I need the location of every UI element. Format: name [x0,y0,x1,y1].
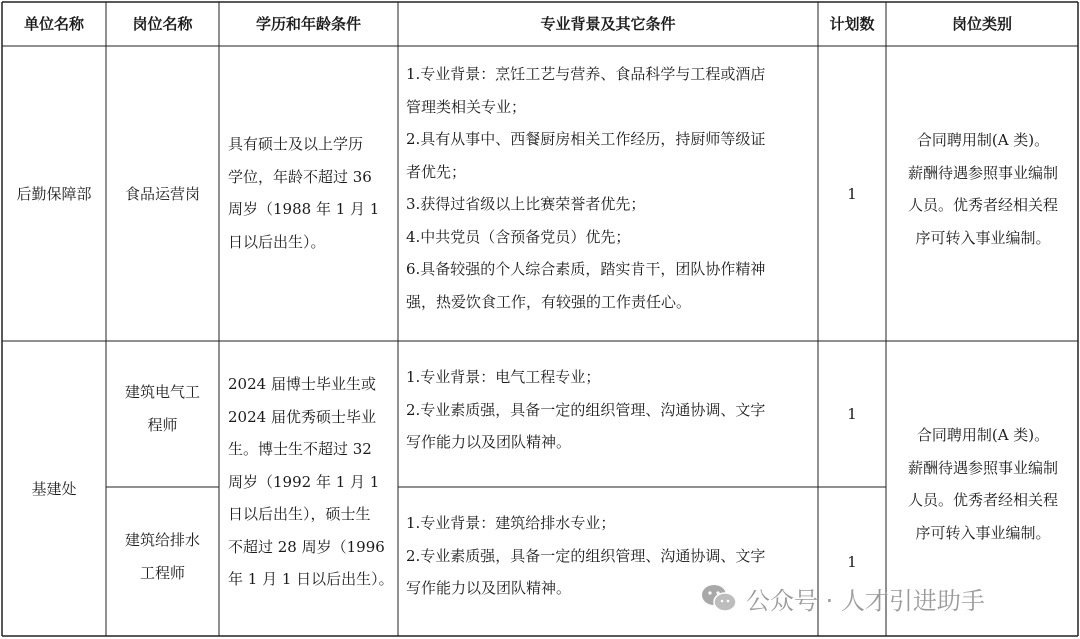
row1-req-line: 1.专业背景：烹饪工艺与营养、食品科学与工程或酒店 [406,65,766,83]
row2-post-b [106,524,219,589]
row2-quota-b: 1 [847,552,857,571]
wechat-logo-icon [700,582,738,614]
row2-quota-a: 1 [847,405,857,423]
row1-req-line: 者优先； [406,162,467,181]
row1-category-line: 序可转入事业编制。 [915,228,1051,247]
header-category: 岗位类别 [951,15,1012,33]
row1-education-line: 日以后出生）。 [228,232,326,251]
row1-req-line: 强，热爱饮食工作，有较强的工作责任心。 [406,292,692,311]
row2-post-b-line: 建筑给排水 [124,531,200,549]
header-education: 学历和年龄条件 [255,15,361,33]
row1-req-line: 3.获得过省级以上比赛荣誉者优先； [406,195,646,213]
row2-post-b-line: 工程师 [139,563,185,582]
row1-requirements [406,58,816,318]
row1-unit: 后勤保障部 [16,184,92,203]
row1-quota: 1 [847,184,857,203]
row1-req-line: 管理类相关专业； [406,97,527,116]
row1-category [892,124,1074,254]
header-quota: 计划数 [829,15,875,33]
row2-requirements-a [406,361,816,459]
row2-req-a-line: 1.专业背景：电气工程专业； [406,368,601,386]
row2-education-line: 生。博士生不超过 32 [228,440,372,458]
row2-category-line: 人员。优秀者经相关程 [907,491,1058,509]
row2-category [892,419,1074,549]
row2-education-line: 2024 届博士毕业生或 [228,375,376,393]
row1-category-line: 合同聘用制(A 类)。 [916,131,1050,149]
row2-education-line: 周岁（1992 年 1 月 1 [228,472,380,491]
watermark-text: 公众号 · 人才引进助手 [746,586,985,615]
row1-post: 食品运营岗 [124,184,200,203]
row2-post-a [106,376,219,441]
row1-category-line: 人员。优秀者经相关程 [907,196,1058,214]
row2-education-line: 日以后出生），硕士生 [228,505,371,523]
header-post: 岗位名称 [132,15,193,33]
row2-req-b-line: 写作能力以及团队精神。 [406,579,572,597]
header-unit: 单位名称 [23,15,84,33]
row1-education-line: 周岁（1988 年 1 月 1 [228,200,380,218]
row2-education-line: 不超过 28 周岁（1996 [228,537,385,556]
row2-education-line: 年 1 月 1 日以后出生）。 [228,570,394,588]
row2-category-line: 合同聘用制(A 类)。 [916,426,1050,444]
row1-category-line: 薪酬待遇参照事业编制 [907,163,1058,182]
row2-unit: 基建处 [31,479,77,498]
row2-education [228,368,396,596]
row1-education [228,128,394,258]
row1-req-line: 4.中共党员（含预备党员）优先； [406,227,631,246]
row2-post-a-line: 程师 [147,415,178,434]
row2-category-line: 序可转入事业编制。 [915,523,1051,542]
row2-req-a-line: 2.专业素质强，具备一定的组织管理、沟通协调、文字 [406,400,766,419]
row1-education-line: 具有硕士及以上学历 [228,135,364,153]
row2-education-line: 2024 届优秀硕士毕业 [228,407,376,426]
header-requirements: 专业背景及其它条件 [540,15,676,33]
row1-req-line: 6.具备较强的个人综合素质，踏实肯干，团队协作精神 [406,260,766,278]
row2-post-a-line: 建筑电气工 [124,383,200,401]
row2-req-b-line: 2.专业素质强，具备一定的组织管理、沟通协调、文字 [406,546,766,565]
row2-category-line: 薪酬待遇参照事业编制 [907,458,1058,477]
row2-req-a-line: 写作能力以及团队精神。 [406,433,572,451]
row1-req-line: 2.具有从事中、西餐厨房相关工作经历，持厨师等级证 [406,130,766,148]
row1-education-line: 学位，年龄不超过 36 [228,167,372,186]
watermark [700,578,985,618]
row2-req-b-line: 1.专业背景：建筑给排水专业； [406,514,616,532]
